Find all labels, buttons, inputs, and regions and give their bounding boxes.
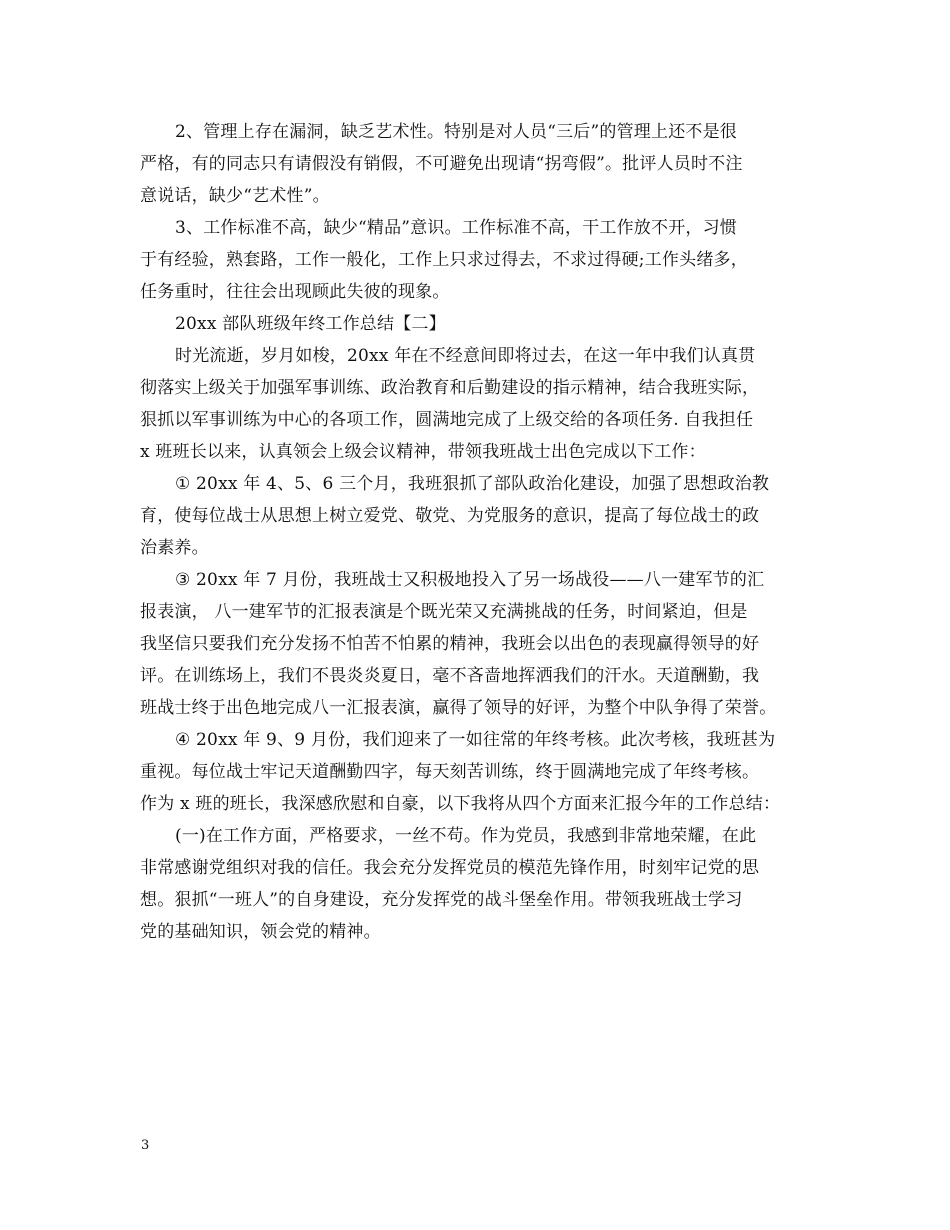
text-line: 意说话，缺少“艺术性”。 (140, 186, 330, 206)
page-number: 3 (141, 1138, 150, 1153)
text-line: 非常感谢党组织对我的信任。我会充分发挥党员的模范先锋作用，时刻牢记党的思 (140, 858, 760, 878)
text-line: ③ 20xx 年 7 月份，我班战士又积极地投入了另一场战役——八一建军节的汇 (175, 570, 765, 590)
text-line: 育，使每位战士从思想上树立爱党、敬党、为党服务的意识，提高了每位战士的政 (140, 506, 760, 526)
text-line: 时光流逝，岁月如梭，20xx 年在不经意间即将过去，在这一年中我们认真贯 (175, 346, 756, 366)
text-line: 3、工作标准不高，缺少“精品”意识。工作标准不高，干工作放不开，习惯 (175, 218, 737, 238)
text-line: 党的基础知识，领会党的精神。 (140, 922, 381, 942)
document-body (140, 116, 812, 948)
text-line: 任务重时，往往会出现顾此失彼的现象。 (140, 282, 450, 302)
text-line: 于有经验，熟套路，工作一般化，工作上只求过得去，不求过得硬;工作头绪多， (140, 250, 748, 270)
text-line: 作为 x 班的班长，我深感欣慰和自豪，以下我将从四个方面来汇报今年的工作总结： (140, 794, 781, 814)
text-line: 评。在训练场上，我们不畏炎炎夏日，毫不吝啬地挥洒我们的汗水。天道酬勤，我 (140, 666, 760, 686)
text-line: 彻落实上级关于加强军事训练、政治教育和后勤建设的指示精神，结合我班实际， (140, 378, 760, 398)
text-line: 想。狠抓“一班人”的自身建设，充分发挥党的战斗堡垒作用。带领我班战士学习 (140, 890, 743, 910)
text-line: x 班班长以来，认真领会上级会议精神，带领我班战士出色完成以下工作： (140, 442, 706, 462)
text-line: 2、管理上存在漏洞，缺乏艺术性。特别是对人员“三后”的管理上还不是很 (175, 122, 737, 142)
text-line: ① 20xx 年 4、5、6 三个月，我班狠抓了部队政治化建设，加强了思想政治教 (175, 474, 770, 494)
text-line: ④ 20xx 年 9、9 月份，我们迎来了一如往常的年终考核。此次考核，我班甚为 (175, 730, 776, 750)
text-line: (一)在工作方面，严格要求，一丝不苟。作为党员，我感到非常地荣耀，在此 (175, 826, 757, 846)
text-line: 我坚信只要我们充分发扬不怕苦不怕累的精神，我班会以出色的表现赢得领导的好 (140, 634, 760, 654)
text-line: 20xx 部队班级年终工作总结【二】 (175, 314, 446, 334)
text-line: 重视。每位战士牢记天道酬勤四字，每天刻苦训练，终于圆满地完成了年终考核。 (140, 762, 760, 782)
text-line: 班战士终于出色地完成八一汇报表演，赢得了领导的好评，为整个中队争得了荣誉。 (140, 698, 777, 718)
text-line: 严格，有的同志只有请假没有销假，不可避免出现请“拐弯假”。批评人员时不注 (140, 154, 743, 174)
text-line: 报表演， 八一建军节的汇报表演是个既光荣又充满挑战的任务，时间紧迫，但是 (140, 602, 748, 622)
text-line: 狠抓以军事训练为中心的各项工作，圆满地完成了上级交给的各项任务. 自我担任 (140, 410, 754, 430)
text-line: 治素养。 (140, 538, 209, 558)
